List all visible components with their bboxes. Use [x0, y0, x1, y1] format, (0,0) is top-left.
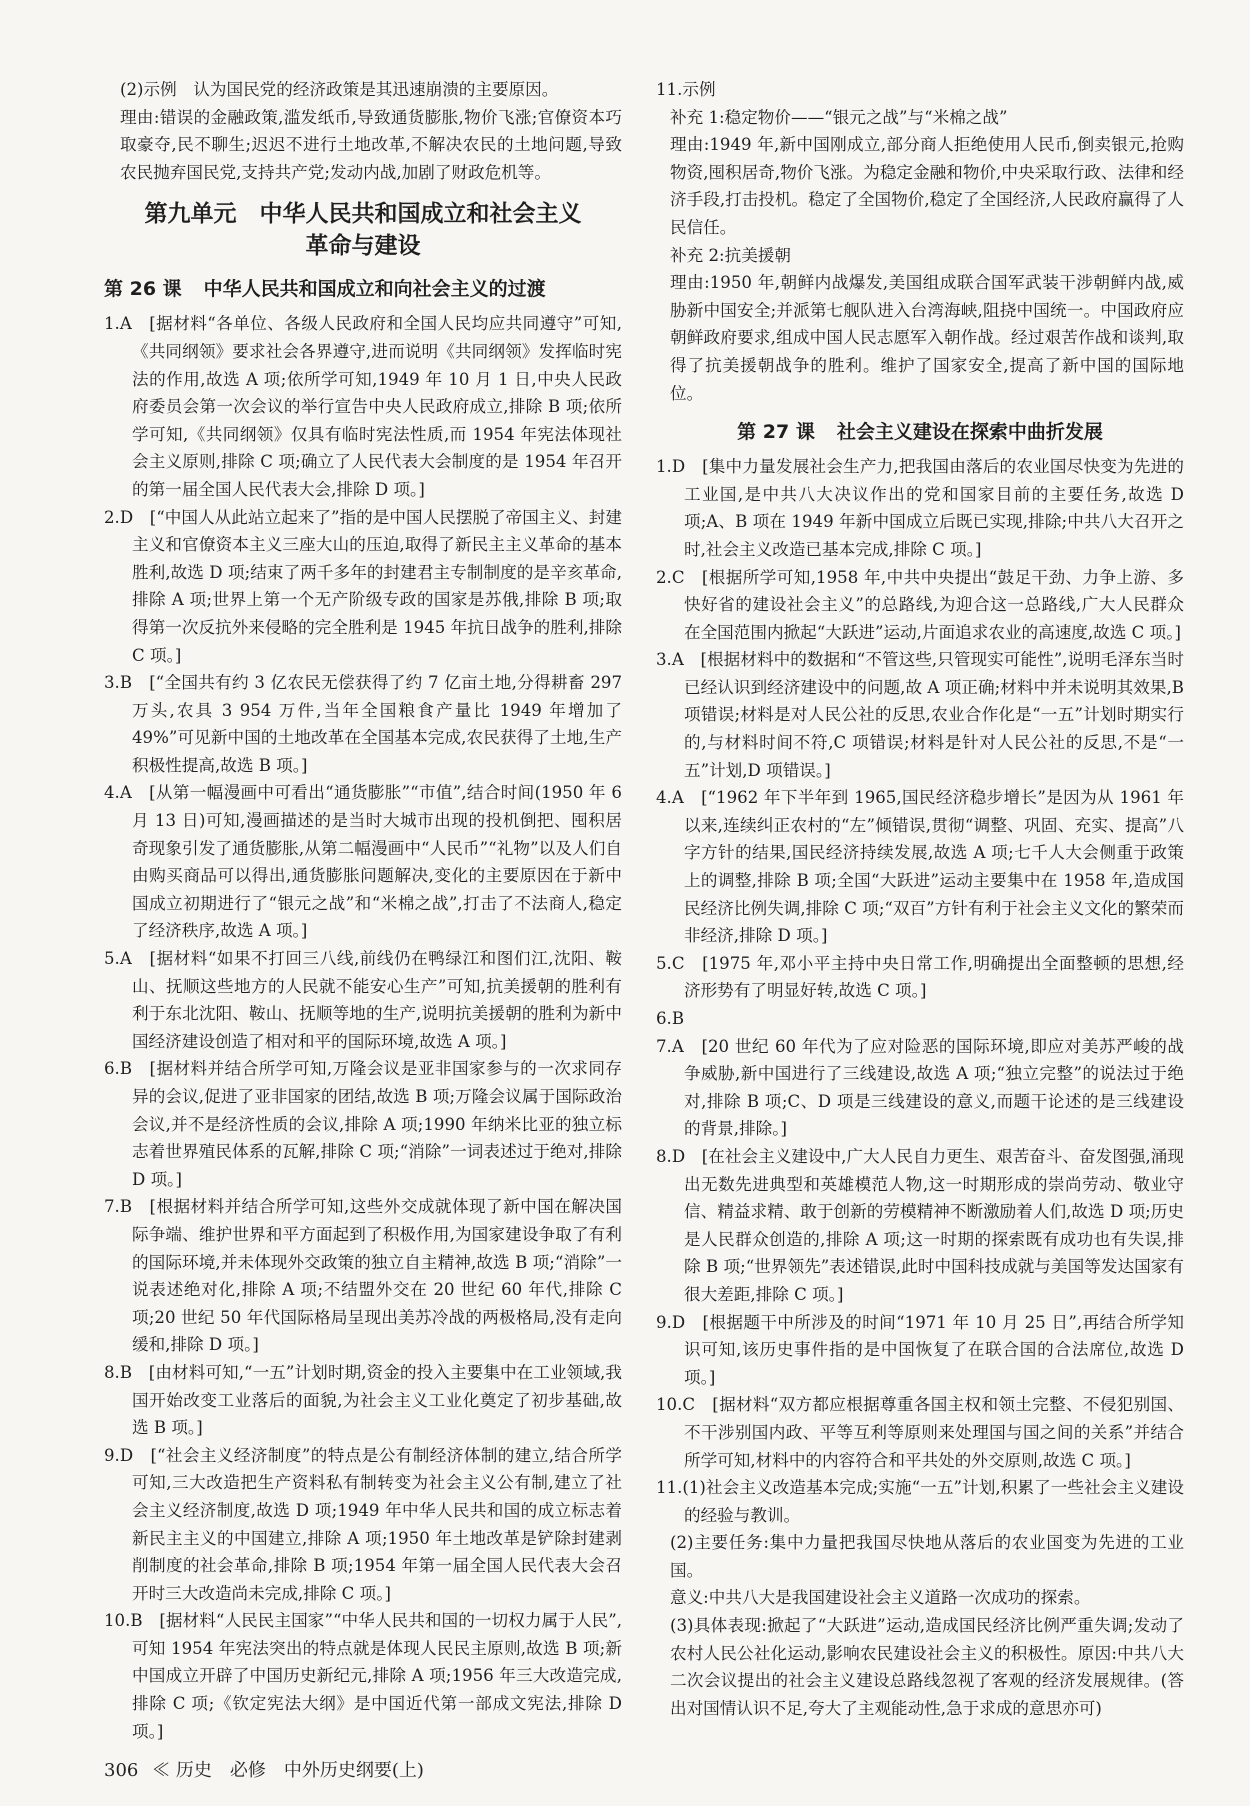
answer-item: 2.C [根据所学可知,1958 年,中共中央提出“鼓足干劲、力争上游、多快好省的建设社会主义”的总路线,为迎合这一总路线,广大人民群众在全国范围内掀起“大跃进”运动,片面追求农业的高速度,故选 C 项。] — [656, 567, 1184, 642]
lesson-27-heading — [656, 417, 1184, 447]
q11-reason-1: 理由:1949 年,新中国刚成立,部分商人拒绝使用人民币,倒卖银元,抢购物资,囤积居奇,物价飞涨。为稳定金融和物价,中央采取行政、法律和经济手段,打击投机。稳定了全国物价,稳定了全国经济,人民政府赢得了人民信任。 — [670, 135, 1184, 237]
left-column — [104, 76, 622, 1745]
answer-item: 1.A [据材料“各单位、各级人民政府和全国人民均应共同遵守”可知,《共同纲领》要求社会各界遵守,进而说明《共同纲领》发挥临时宪法的作用,故选 A 项;依所学可知,1949 年 10 月 1 日,中央人民政府委员会第一次会议的举行宣告中央人民政府成立,排除 B 项;依所学可知,《共同纲领》仅具有临时宪法性质,而 1954 年宪法体现社会主义原则,排除 C 项;确立了人民代表大会制度的是 1954 年召开的第一届全国人民代表大会,排除 D 项。] — [104, 314, 622, 499]
page-footer — [104, 1756, 424, 1782]
lesson-26-title: 中华人民共和国成立和向社会主义的过渡 — [203, 278, 546, 301]
lesson-27-number: 第 27 课 — [737, 421, 815, 444]
answer-item: 5.A [据材料“如果不打回三八线,前线仍在鸭绿江和图们江,沈阳、鞍山、抚顺这些地方的人民就不能安心生产”可知,抗美援朝的胜利有利于东北沈阳、鞍山、抚顺等地的生产,说明抗美援朝的胜利为新中国经济建设创造了相对和平的国际环境,故选 A 项。] — [104, 949, 622, 1051]
unit-title — [104, 198, 622, 262]
right-column — [656, 76, 1184, 1722]
q11-answer-part-2: (2)主要任务:集中力量把我国尽快地从落后的农业国变为先进的工业国。 — [670, 1533, 1184, 1580]
q11-answer-part-1: 11.(1)社会主义改造基本完成;实施“一五”计划,积累了一些社会主义建设的经验与教训。 — [656, 1478, 1184, 1525]
q11-answer-part-3: (3)具体表现:掀起了“大跃进”运动,造成国民经济比例严重失调;发动了农村人民公社化运动,影响农民建设社会主义的积极性。原因:中共八大二次会议提出的社会主义建设总路线忽视了客观的经济发展规律。(答出对国情认识不足,夸大了主观能动性,急于求成的意思亦可) — [670, 1616, 1184, 1718]
answer-item: 8.B [由材料可知,“一五”计划时期,资金的投入主要集中在工业领域,我国开始改变工业落后的面貌,为社会主义工业化奠定了初步基础,故选 B 项。] — [104, 1362, 622, 1438]
unit-title-line-1: 第九单元 中华人民共和国成立和社会主义 — [144, 201, 582, 228]
lesson-27-title: 社会主义建设在探索中曲折发展 — [836, 421, 1103, 444]
answer-item: 3.A [根据材料中的数据和“不管这些,只管现实可能性”,说明毛泽东当时已经认识到经济建设中的问题,故 A 项正确;材料中并未说明其效果,B 项错误;材料是对人民公社的反思,农业合作化是“一五”计划时期实行的,与材料时间不符,C 项错误;材料是针对人民公社的反思,不是“一五”计划,D 项错误。] — [656, 650, 1184, 780]
answer-item: 10.C [据材料“双方都应根据尊重各国主权和领土完整、不侵犯别国、不干涉别国内政、平等互利等原则来处理国与国之间的关系”并结合所学可知,材料中的内容符合和平共处的外交原则,故选 C 项。] — [656, 1395, 1184, 1470]
answer-item: 10.B [据材料“人民民主国家”“中华人民共和国的一切权力属于人民”,可知 1954 年宪法突出的特点就是体现人民民主原则,故选 B 项;新中国成立开辟了中国历史新纪元,排除 A 项;1956 年三大改造完成,排除 C 项;《钦定宪法大纲》是中国近代第一部成文宪法,排除 D 项。] — [104, 1611, 622, 1741]
q11-supplement-2: 补充 2:抗美援朝 — [670, 245, 791, 265]
lesson-26-number: 第 26 课 — [104, 278, 182, 301]
answer-item: 2.D [“中国人从此站立起来了”指的是中国人民摆脱了帝国主义、封建主义和官僚资本主义三座大山的压迫,取得了新民主主义革命的基本胜利,故选 D 项;结束了两千多年的封建君主专制制度的是辛亥革命,排除 A 项;世界上第一个无产阶级专政的国家是苏俄,排除 B 项;取得第一次反抗外来侵略的完全胜利是 1945 年抗日战争的胜利,排除 C 项。] — [104, 507, 622, 665]
answer-item: 5.C [1975 年,邓小平主持中央日常工作,明确提出全面整顿的思想,经济形势有了明显好转,故选 C 项。] — [656, 953, 1184, 1001]
chevron-left-double-icon: ≪ — [152, 1760, 171, 1781]
answer-item: 6.B — [656, 1009, 685, 1028]
lesson-26-heading — [104, 274, 622, 304]
answer-item: 3.B [“全国共有约 3 亿农民无偿获得了约 7 亿亩土地,分得耕畜 297 万头,农具 3 954 万件,当年全国粮食产量比 1949 年增加了 49%”可见新中国的土地改革在全国基本完成,农民获得了土地,生产积极性提高,故选 B 项。] — [104, 673, 622, 775]
unit-title-line-2: 革命与建设 — [305, 233, 421, 260]
q11-example-heading: 11.示例 — [656, 80, 716, 99]
answer-item: 6.B [据材料并结合所学可知,万隆会议是亚非国家参与的一次求同存异的会议,促进了亚非国家的团结,故选 B 项;万隆会议属于国际政治会议,并不是经济性质的会议,排除 A 项;1990 年纳米比亚的独立标志着世界殖民体系的瓦解,排除 C 项;“消除”一词表述过于绝对,排除 D 项。] — [104, 1059, 622, 1189]
footer-book-title: 历史 必修 中外历史纲要(上) — [175, 1760, 424, 1781]
answer-item: 8.D [在社会主义建设中,广大人民自力更生、艰苦奋斗、奋发图强,涌现出无数先进典型和英雄模范人物,这一时期形成的崇尚劳动、敬业守信、精益求精、敢于创新的劳模精神不断激励着人们,故选 D 项;历史是人民群众创造的,排除 A 项;这一时期的探索既有成功也有失误,排除 B 项;“世界领先”表述错误,此时中国科技成就与美国等发达国家有很大差距,排除 C 项。] — [656, 1146, 1184, 1304]
intro-reason: 理由:错误的金融政策,滥发纸币,导致通货膨胀,物价飞涨;官僚资本巧取豪夺,民不聊生;迟迟不进行土地改革,不解决农民的土地问题,导致农民抛弃国民党,支持共产党;发动内战,加剧了财政危机等。 — [120, 107, 622, 182]
answer-item: 7.B [根据材料并结合所学可知,这些外交成就体现了新中国在解决国际争端、维护世界和平方面起到了积极作用,为国家建设争取了有利的国际环境,并未体现外交政策的独立自主精神,故选 B 项;“消除”一说表述绝对化,排除 A 项;不结盟外交在 20 世纪 60 年代,排除 C 项;20 世纪 50 年代国际格局呈现出美苏冷战的两极格局,没有走向缓和,排除 D 项。] — [104, 1197, 622, 1355]
answer-item: 9.D [根据题干中所涉及的时间“1971 年 10 月 25 日”,再结合所学知识可知,该历史事件指的是中国恢复了在联合国的合法席位,故选 D 项。] — [656, 1312, 1184, 1387]
q11-answer-significance: 意义:中共八大是我国建设社会主义道路一次成功的探索。 — [670, 1588, 1091, 1608]
q11-supplement-1: 补充 1:稳定物价——“银元之战”与“米棉之战” — [670, 107, 1008, 127]
q11-reason-2: 理由:1950 年,朝鲜内战爆发,美国组成联合国军武装干涉朝鲜内战,威胁新中国安全;并派第七舰队进入台湾海峡,阻挠中国统一。中国政府应朝鲜政府要求,组成中国人民志愿军入朝作战。经过艰苦作战和谈判,取得了抗美援朝战争的胜利。维护了国家安全,提高了新中国的国际地位。 — [670, 273, 1184, 403]
answer-item: 9.D [“社会主义经济制度”的特点是公有制经济体制的建立,结合所学可知,三大改造把生产资料私有制转变为社会主义公有制,建立了社会主义经济制度,故选 D 项;1949 年中华人民共和国的成立标志着新民主主义的中国建立,排除 A 项;1950 年土地改革是铲除封建剥削制度的社会革命,排除 B 项;1954 年第一届全国人民代表大会召开时三大改造尚未完成,排除 C 项。] — [104, 1445, 622, 1603]
intro-example: (2)示例 认为国民党的经济政策是其迅速崩溃的主要原因。 — [120, 80, 559, 99]
answer-item: 1.D [集中力量发展社会生产力,把我国由落后的农业国尽快变为先进的工业国,是中共八大决议作出的党和国家目前的主要任务,故选 D 项;A、B 项在 1949 年新中国成立后既已实现,排除;中共八大召开之时,社会主义改造已基本完成,排除 C 项。] — [656, 457, 1184, 559]
answer-item: 7.A [20 世纪 60 年代为了应对险恶的国际环境,即应对美苏严峻的战争威胁,新中国进行了三线建设,故选 A 项;“独立完整”的说法过于绝对,排除 B 项;C、D 项是三线建设的意义,而题干论述的是三线建设的背景,排除。] — [656, 1036, 1184, 1139]
page-number: 306 — [104, 1760, 139, 1781]
answer-item: 4.A [从第一幅漫画中可看出“通货膨胀”“市值”,结合时间(1950 年 6 月 13 日)可知,漫画描述的是当时大城市出现的投机倒把、囤积居奇现象引发了通货膨胀,从第二幅漫画中“人民币”“礼物”以及人们自由购买商品可以得出,通货膨胀问题解决,变化的主要原因在于新中国成立初期进行了“银元之战”和“米棉之战”,打击了不法商人,稳定了经济秩序,故选 A 项。] — [104, 783, 622, 941]
answer-item: 4.A [“1962 年下半年到 1965,国民经济稳步增长”是因为从 1961 年以来,连续纠正农村的“左”倾错误,贯彻“调整、巩固、充实、提高”八字方针的结果,国民经济持续发展,故选 A 项;七千人大会侧重于政策上的调整,排除 B 项;全国“大跃进”运动主要集中在 1958 年,造成国民经济比例失调,排除 C 项;“双百”方针有利于社会主义文化的繁荣而非经济,排除 D 项。] — [656, 788, 1184, 946]
